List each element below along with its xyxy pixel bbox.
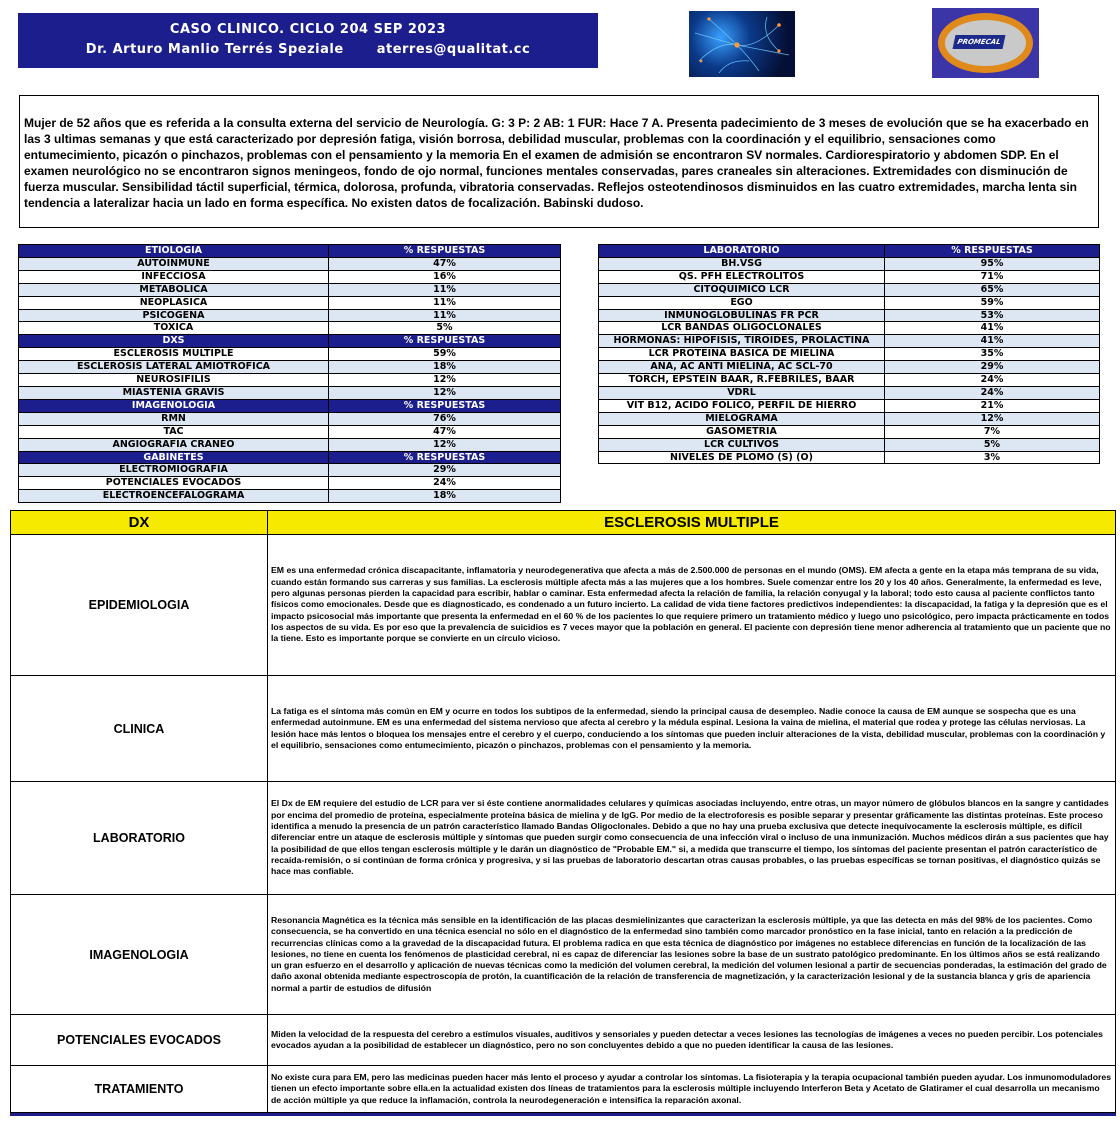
lab-table-label: EGO (599, 296, 885, 309)
lab-table-label: LABORATORIO (599, 245, 885, 258)
lab-table-row (599, 348, 1100, 361)
lab-table-label: MIELOGRAMA (599, 412, 885, 425)
lab-table-label: CITOQUIMICO LCR (599, 283, 885, 296)
left-table-label: ETIOLOGIA (19, 245, 329, 258)
left-table-header-row (19, 451, 561, 464)
dx-header-value: ESCLEROSIS MULTIPLE (268, 511, 1116, 535)
dx-section-row (11, 676, 1116, 782)
dx-section-text: No existe cura para EM, pero las medicinas pueden hacer más lento el proceso y ayudar a controlar los síntomas. La fisioterapia y la terapia ocupacional también pueden ayudar. Los inmunomoduladores tienen un efecto importante sobre ella.en la actualidad existen dos líneas de tratamientos para la esclerosis múltiple incluyendo Interferon Beta y Acetato de Glatiramer el cual desarrolla un mecanismo de acción múltiple ya que reduce la inflamación, controla la neurodegeneración e intensifica la reparación axonal. (268, 1066, 1116, 1113)
lab-table-row (599, 399, 1100, 412)
left-table-label: NEOPLASICA (19, 296, 329, 309)
left-table-value: 18% (329, 490, 561, 503)
lab-table-label: BH.VSG (599, 257, 885, 270)
author-line (18, 42, 598, 57)
left-table-label: TOXICA (19, 322, 329, 335)
dx-section-label: CLINICA (11, 676, 268, 782)
lab-table-value: 24% (885, 386, 1100, 399)
dx-table (10, 510, 1116, 1113)
left-table-label: GABINETES (19, 451, 329, 464)
left-table-header-row (19, 399, 561, 412)
left-table-label: ESCLEROSIS MULTIPLE (19, 348, 329, 361)
dx-section-text: Miden la velocidad de la respuesta del cerebro a estímulos visuales, auditivos y sensoriales y pueden detectar a veces lesiones las tecnologías de imágenes a veces no pueden percibir. Los potenciales evocados ayudan a la posibilidad de establecer un diagnóstico, pero no son concluyentes debido a que no pueden identificar la causa de las lesiones. (268, 1015, 1116, 1066)
author-name: Dr. Arturo Manlio Terrés Speziale (85, 42, 344, 57)
left-response-table (18, 244, 561, 503)
left-table-value: 12% (329, 386, 561, 399)
dx-header-row (11, 511, 1116, 535)
case-title: CASO CLINICO. CICLO 204 SEP 2023 (169, 22, 447, 37)
dx-section-row (11, 895, 1116, 1015)
lab-table-value: 7% (885, 425, 1100, 438)
author-email: aterres@qualitat.cc (376, 42, 531, 57)
lab-table-row (599, 412, 1100, 425)
lab-table-value: 41% (885, 322, 1100, 335)
neuron-image (689, 11, 795, 77)
lab-table-value: 21% (885, 399, 1100, 412)
lab-table-value: 35% (885, 348, 1100, 361)
dx-section-label: POTENCIALES EVOCADOS (11, 1015, 268, 1066)
dx-section-row (11, 782, 1116, 895)
left-table-value: 12% (329, 374, 561, 387)
left-table-row (19, 257, 561, 270)
left-table-value: 76% (329, 412, 561, 425)
left-table-value: 11% (329, 283, 561, 296)
lab-table-label: ANA, AC ANTI MIELINA, AC SCL-70 (599, 361, 885, 374)
neuron-illustration (689, 11, 795, 77)
lab-table-label: LCR PROTEINA BASICA DE MIELINA (599, 348, 885, 361)
lab-table-row (599, 438, 1100, 451)
lab-table-label: VIT B12, ACIDO FOLICO, PERFIL DE HIERRO (599, 399, 885, 412)
bottom-divider (10, 1113, 1116, 1116)
lab-table-value: 12% (885, 412, 1100, 425)
left-table-label: AUTOINMUNE (19, 257, 329, 270)
left-table-row (19, 348, 561, 361)
left-table-header-row (19, 335, 561, 348)
lab-table-row (599, 451, 1100, 464)
lab-table-value: 53% (885, 309, 1100, 322)
lab-table-row (599, 361, 1100, 374)
left-table-label: RMN (19, 412, 329, 425)
lab-table-value: 41% (885, 335, 1100, 348)
lab-table-value: 3% (885, 451, 1100, 464)
left-table-value: 11% (329, 296, 561, 309)
dx-section-row (11, 535, 1116, 676)
dx-section-label: EPIDEMIOLOGIA (11, 535, 268, 676)
lab-table-value: 29% (885, 361, 1100, 374)
left-table-value: 47% (329, 257, 561, 270)
left-table-row (19, 386, 561, 399)
left-table-label: INFECCIOSA (19, 270, 329, 283)
lab-table-row (599, 386, 1100, 399)
dx-section-row (11, 1015, 1116, 1066)
dx-section-row (11, 1066, 1116, 1113)
left-table-label: ANGIOGRAFIA CRANEO (19, 438, 329, 451)
left-table-value: 59% (329, 348, 561, 361)
dx-header-label: DX (11, 511, 268, 535)
lab-table-row (599, 257, 1100, 270)
case-description: Mujer de 52 años que es referida a la consulta externa del servicio de Neurología. G: 3 P: 2 AB: 1 FUR: Hace 7 A. Presenta padecimiento de 3 meses de evolución que se ha exacerbado en las 3 ultimas semanas y que está caracterizado por depresión fatiga, visión borrosa, debilidad muscular, problemas con la coordinación y el equilibrio, sensaciones como entumecimiento, picazón o pinchazos, problemas con el pensamiento y la memoria En el examen de admisión se encontraron SV normales. Cardiorespiratorio y abdomen SDP. En el examen neurológico no se encontraron signos meningeos, fondo de ojo normal, funciones mentales conservadas, pares craneales sin alteraciones. Extremidades con disminución de fuerza muscular. Sensibilidad táctil superficial, térmica, dolorosa, profunda, vibratoria conservadas. Reflejos osteotendinosos disminuidos en las cuatro extremidades, marcha lenta sin tendencia a lateralizar hacia un lado en forma específica. No existen datos de focalización. Babinski dudoso. (19, 95, 1099, 228)
left-table-row (19, 412, 561, 425)
left-table-value: % RESPUESTAS (329, 245, 561, 258)
left-table-value: % RESPUESTAS (329, 335, 561, 348)
dx-section-text: La fatiga es el síntoma más común en EM y ocurre en todos los subtipos de la enfermedad, siendo la principal causa de desempleo. Nadie conoce la causa de EM aunque se sospecha que es una enfermedad autoinmune. EM es una enfermedad del sistema nervioso que afecta al cerebro y la médula espinal. Lesiona la vaina de mielina, el material que rodea y protege las células nerviosas. La lesión hace más lentos o bloquea los mensajes entre el cerebro y el cuerpo, conduciendo a los síntomas que pueden incluir alteraciones de la vista, debilidad muscular, problemas con la coordinación y el equilibrio, sensaciones como entumecimiento, picazón o pinchazos, problemas con el pensamiento y la memoria. (268, 676, 1116, 782)
lab-table-value: 5% (885, 438, 1100, 451)
left-table-value: 12% (329, 438, 561, 451)
lab-table-label: TORCH, EPSTEIN BAAR, R.FEBRILES, BAAR (599, 374, 885, 387)
lab-table-row (599, 309, 1100, 322)
left-table-value: 5% (329, 322, 561, 335)
dx-section-label: IMAGENOLOGIA (11, 895, 268, 1015)
left-table-label: PSICOGENA (19, 309, 329, 322)
left-table-label: MIASTENIA GRAVIS (19, 386, 329, 399)
left-table-row (19, 361, 561, 374)
left-table-label: DXS (19, 335, 329, 348)
left-table-label: TAC (19, 425, 329, 438)
lab-table-value: 71% (885, 270, 1100, 283)
lab-table-row (599, 270, 1100, 283)
lab-table-row (599, 296, 1100, 309)
lab-table-value: 24% (885, 374, 1100, 387)
left-table-value: 29% (329, 464, 561, 477)
left-table-value: 24% (329, 477, 561, 490)
dx-section-label: TRATAMIENTO (11, 1066, 268, 1113)
left-table-row (19, 490, 561, 503)
lab-table-value: 65% (885, 283, 1100, 296)
left-table-value: 47% (329, 425, 561, 438)
lab-table-label: INMUNOGLOBULINAS FR PCR (599, 309, 885, 322)
left-table-value: 16% (329, 270, 561, 283)
left-table-row (19, 309, 561, 322)
logo-text: PROMECAL (953, 35, 1006, 49)
left-table-row (19, 425, 561, 438)
dx-section-text: El Dx de EM requiere del estudio de LCR para ver si éste contiene anormalidades celulares y químicas asociadas incluyendo, entre otras, un mayor número de glóbulos blancos en la sangre y cantidades por encima del promedio de proteína, especialmente proteína básica de mielina y de IgG. Por medio de la electroforesis es posible separar y presentar gráficamente las distintas proteínas. Este proceso identifica a menudo la presencia de un patrón característico llamado Bandas Oligoclonales. Debido a que no hay una prueba exclusiva que detecte inequívocamente la esclerosis múltiple, es difícil diferenciar entre un ataque de esclerosis múltiple y síntomas que pueden surgir como consecuencia de una infección viral o incluso de una inmunización. Muchos médicos dirán a sus pacientes que hay la posibilidad de que ellos tengan esclerosis múltiple y le darán un diagnóstico de "Probable EM." si, a medida que transcurre el tiempo, los síntomas del paciente presentan el patrón característico de recaída-remisión, o si continúan de forma crónica y progresiva, y si las pruebas de laboratorio descartan otras causas probables, o las pruebas específicas se tornan positivas, el diagnóstico quizás se hace mas confiable. (268, 782, 1116, 895)
lab-table-row (599, 335, 1100, 348)
lab-table-row (599, 322, 1100, 335)
left-table-value: % RESPUESTAS (329, 451, 561, 464)
lab-table-value: 95% (885, 257, 1100, 270)
left-table-label: ELECTROMIOGRAFIA (19, 464, 329, 477)
lab-table-label: HORMONAS: HIPOFISIS, TIROIDES, PROLACTINA (599, 335, 885, 348)
left-table-row (19, 270, 561, 283)
header-banner (18, 13, 598, 68)
lab-table-label: VDRL (599, 386, 885, 399)
left-table-label: NEUROSIFILIS (19, 374, 329, 387)
left-table-row (19, 464, 561, 477)
left-table-label: POTENCIALES EVOCADOS (19, 477, 329, 490)
lab-table-label: LCR CULTIVOS (599, 438, 885, 451)
left-table-label: ELECTROENCEFALOGRAMA (19, 490, 329, 503)
lab-table-label: QS. PFH ELECTROLITOS (599, 270, 885, 283)
left-table-value: 18% (329, 361, 561, 374)
left-table-value: % RESPUESTAS (329, 399, 561, 412)
lab-table-row (599, 425, 1100, 438)
lab-table-value: % RESPUESTAS (885, 245, 1100, 258)
left-table-label: ESCLEROSIS LATERAL AMIOTROFICA (19, 361, 329, 374)
promecal-logo (932, 8, 1039, 78)
lab-table-label: GASOMETRIA (599, 425, 885, 438)
laboratory-response-table (598, 244, 1100, 464)
lab-table-row (599, 283, 1100, 296)
left-table-row (19, 283, 561, 296)
left-table-row (19, 296, 561, 309)
left-table-row (19, 322, 561, 335)
dx-section-text: EM es una enfermedad crónica discapacitante, inflamatoria y neurodegenerativa que afecta a más de 2.500.000 de personas en el mundo (OMS). EM afecta a gente en la etapa más temprana de su vida, cuando están formando sus carreras y sus familias. La esclerosis múltiple afecta más a las mujeres que a los hombres. Suele comenzar entre los 20 y los 40 años. Generalmente, la enfermedad es leve, pero algunas personas pierden la capacidad para escribir, hablar o caminar. Esta enfermedad afecta la relación de familia, la relación conyugal y la laboral; todo esto causa al paciente conflictos tanto físicos como emocionales. Desde que es diagnosticado, es condenado a un futuro incierto. La calidad de vida tiene factores predictivos independientes: la discapacidad, la fatiga y la depresión que es el impacto psicosocial más importante que presenta la enfermedad en el 60 % de los pacientes lo que requiere primero un tratamiento médico y luego uno psicológico, pero impacta prácticamente en todos los aspectos de su vida. Es por eso que la prevalencia de suicidios es 7 veces mayor que la población en general. El paciente con depresión tiene menor adherencia al tratamiento que un paciente que no la tiene. Esto es importante porque se convierte en un círculo vicioso. (268, 535, 1116, 676)
left-table-label: METABOLICA (19, 283, 329, 296)
left-table-row (19, 477, 561, 490)
left-table-row (19, 374, 561, 387)
left-table-label: IMAGENOLOGIA (19, 399, 329, 412)
lab-table-label: LCR BANDAS OLIGOCLONALES (599, 322, 885, 335)
lab-table-row (599, 374, 1100, 387)
left-table-header-row (19, 245, 561, 258)
left-table-value: 11% (329, 309, 561, 322)
lab-table-label: NIVELES DE PLOMO (S) (O) (599, 451, 885, 464)
lab-table-header-row (599, 245, 1100, 258)
lab-table-value: 59% (885, 296, 1100, 309)
dx-section-label: LABORATORIO (11, 782, 268, 895)
left-table-row (19, 438, 561, 451)
dx-section-text: Resonancia Magnética es la técnica más sensible en la identificación de las placas desmielinizantes que caracterizan la esclerosis múltiple, ya que las detecta en más del 98% de los pacientes. Como consecuencia, se ha convertido en una técnica esencial no sólo en el diagnóstico de la enfermedad sino también como marcador pronóstico en la fase inicial, tanto en relación a la predicción de recurrencias clínicas como a la gravedad de la discapacidad futura. El problema radica en que esta técnica de diagnóstico por imágenes no establece diferencias en función de la localización de las lesiones, no tiene en cuenta los fenómenos de plasticidad cerebral, ni es capaz de diferenciar las lesiones sobre la base de un sustrato patológico predominante. En los últimos años se está realizando un gran esfuerzo en el desarrollo y aplicación de nuevas técnicas como la medición del volumen cerebral, la medición del volumen lesional a partir de secuencias ponderadas, la estimación del grado de daño axonal obtenida mediante espectroscopía de protón, la cuantificación de la relación de transferencia de magnetización, y la caracterización lesional y de la sustancia blanca y gris de apariencia normal a partir de estudios de difusión (268, 895, 1116, 1015)
